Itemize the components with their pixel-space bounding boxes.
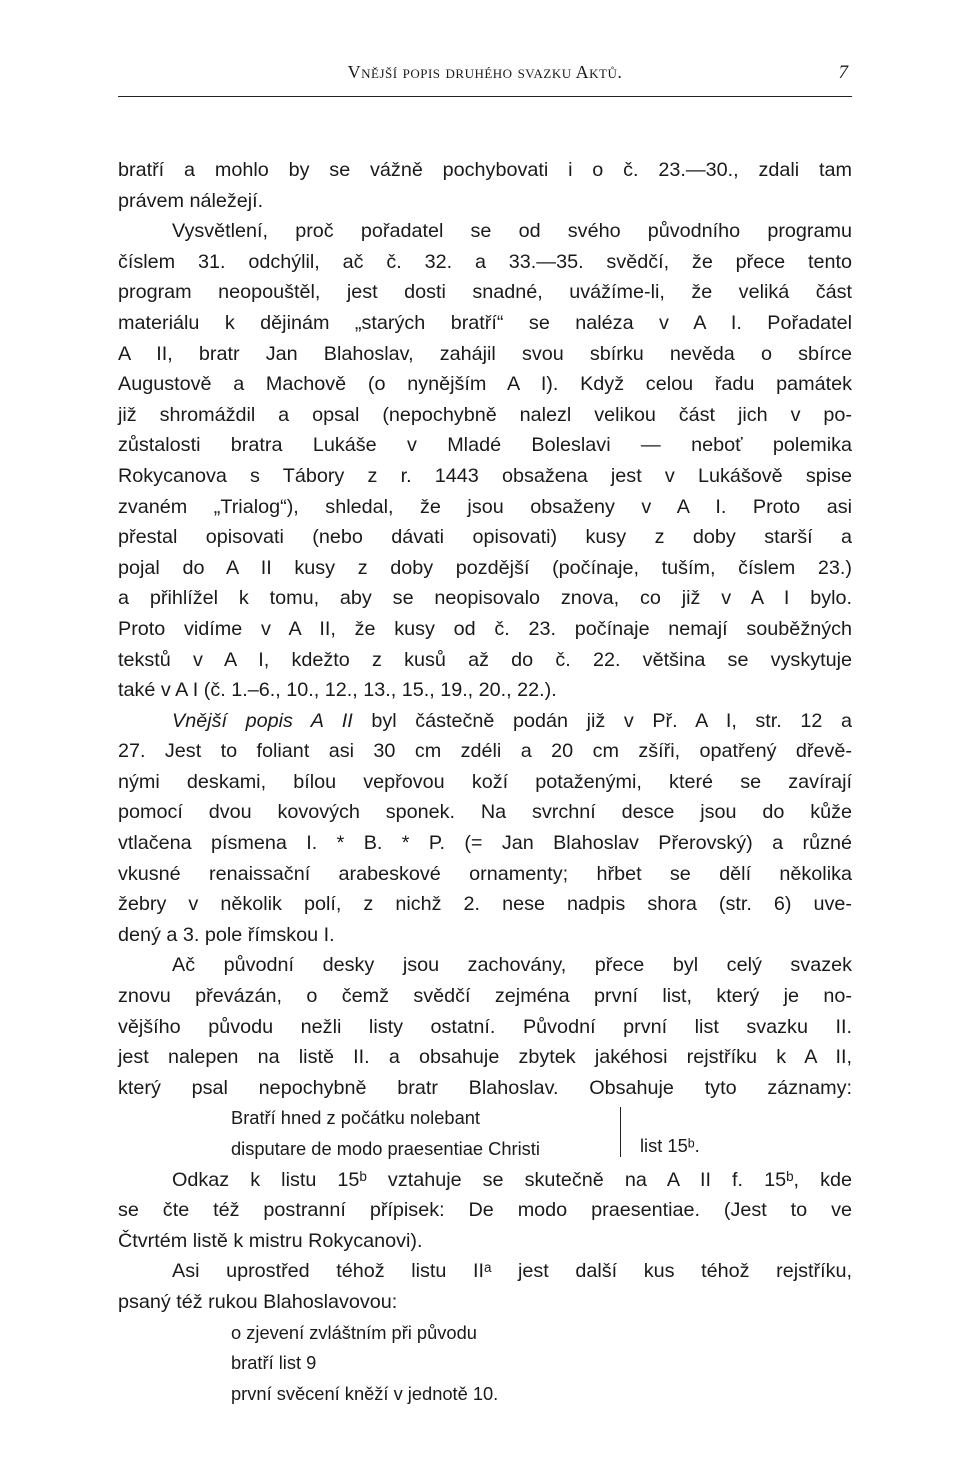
text-line: a přihlížel k tomu, aby se neopisovalo znova, co již v A I bylo.: [118, 587, 852, 610]
text-line: jest nalepen na listě II. a obsahuje zbytek jakéhosi rejstříku k A II,: [118, 1046, 852, 1069]
text-line: zůstalosti bratra Lukáše v Mladé Boleslavi — neboť polemika: [118, 434, 852, 457]
text-line-rest: byl částečně podán již v Př. A I, str. 12 a: [371, 709, 852, 732]
text-line: již shromáždil a opsal (nepochybně nalezl velikou část jich v po-: [118, 403, 852, 426]
body-text: [118, 155, 852, 1409]
text-line: žebry v několik polí, z nichž 2. nese nadpis shora (str. 6) uve-: [118, 893, 852, 916]
text-line: dený a 3. pole římskou I.: [118, 923, 335, 946]
page-number: 7: [838, 62, 848, 83]
text-line: tekstů v A I, kdežto z kusů až do č. 22. většina se vyskytuje: [118, 648, 852, 671]
text-line: právem náležejí.: [118, 189, 264, 212]
text-line: Vysvětlení, proč pořadatel se od svého původního programu: [172, 220, 852, 243]
text-line: vtlačena písmena I. * B. * P. (= Jan Blahoslav Přerovský) a různé: [118, 832, 852, 855]
text-line: vějšího původu nežli listy ostatní. Původní první list svazku II.: [118, 1015, 852, 1038]
excerpt-line: Bratří hned z počátku nolebant: [231, 1107, 480, 1129]
text-line: znovu převázán, o čemž svědčí zejména první list, který je no-: [118, 985, 852, 1008]
text-line: zvaném „Trialog“), shledal, že jsou obsaženy v A I. Proto asi: [118, 495, 852, 518]
text-line: Ač původní desky jsou zachovány, přece byl celý svazek: [172, 954, 852, 977]
running-title: Vnější popis druhého svazku Aktů.: [347, 62, 623, 82]
text-line: přestal opisovati (nebo dávati opisovati) kusy z doby starší a: [118, 526, 852, 549]
excerpt-line: bratří list 9: [231, 1352, 317, 1374]
text-line: Rokycanova s Tábory z r. 1443 obsažena jest v Lukášově spise: [118, 464, 852, 487]
text-line: psaný též rukou Blahoslavovou:: [118, 1290, 398, 1313]
excerpt-line: o zjevení zvláštním při původu: [231, 1321, 477, 1343]
excerpt-reference: list 15ᵇ.: [640, 1135, 700, 1157]
text-line: bratří a mohlo by se vážně pochybovati i o č. 23.—30., zdali tam: [118, 159, 852, 181]
text-line: vkusné renaissační arabeskové ornamenty; hřbet se dělí několika: [118, 862, 852, 885]
text-line: Odkaz k listu 15ᵇ vztahuje se skutečně na A II f. 15ᵇ, kde: [172, 1168, 852, 1191]
brace: [620, 1107, 631, 1157]
excerpt-line: disputare de modo praesentiae Christi: [231, 1138, 540, 1159]
document-page: [118, 58, 852, 1409]
text-line: pojal do A II kusy z doby pozdější (počínaje, tuším, číslem 23.): [118, 556, 852, 579]
text-line: materiálu k dějinám „starých bratří“ se naléza v A I. Pořadatel: [118, 311, 852, 334]
text-line: Proto vidíme v A II, že kusy od č. 23. počínaje nemají souběžných: [118, 617, 852, 640]
excerpt-line: první svěcení kněží v jednotě 10.: [231, 1382, 499, 1404]
text-line: také v A I (č. 1.–6., 10., 12., 13., 15., 19., 20., 22.).: [118, 679, 557, 702]
text-line: A II, bratr Jan Blahoslav, zahájil svou sbírku nevěda o sbírce: [118, 342, 852, 365]
text-line: Čtvrtém listě k mistru Rokycanovi).: [118, 1229, 423, 1252]
text-line: [118, 706, 852, 737]
text-line: 27. Jest to foliant asi 30 cm zdéli a 20 cm zšíři, opatřený dřevě-: [118, 740, 852, 763]
text-line: Augustově a Machově (o nynějším A I). Když celou řadu památek: [118, 373, 852, 396]
text-line: program neopouštěl, jest dosti snadné, uvážíme-li, že veliká část: [118, 281, 852, 304]
index-excerpt: [118, 1103, 852, 1164]
italic-lead: Vnější popis A II: [172, 709, 353, 732]
text-line: se čte též postranní přípisek: De modo praesentiae. (Jest to ve: [118, 1199, 852, 1222]
text-line: pomocí dvou kovových sponek. Na svrchní desce jsou do kůže: [118, 801, 852, 824]
page-header: [118, 58, 852, 97]
text-line: Asi uprostřed téhož listu IIᵃ jest další kus téhož rejstříku,: [172, 1260, 852, 1283]
text-line: číslem 31. odchýlil, ač č. 32. a 33.—35. svědčí, že přece tento: [118, 250, 852, 273]
text-line: nými deskami, bílou vepřovou koží potaženými, které se zavírají: [118, 770, 852, 793]
text-line: který psal nepochybně bratr Blahoslav. Obsahuje tyto záznamy:: [118, 1076, 852, 1099]
